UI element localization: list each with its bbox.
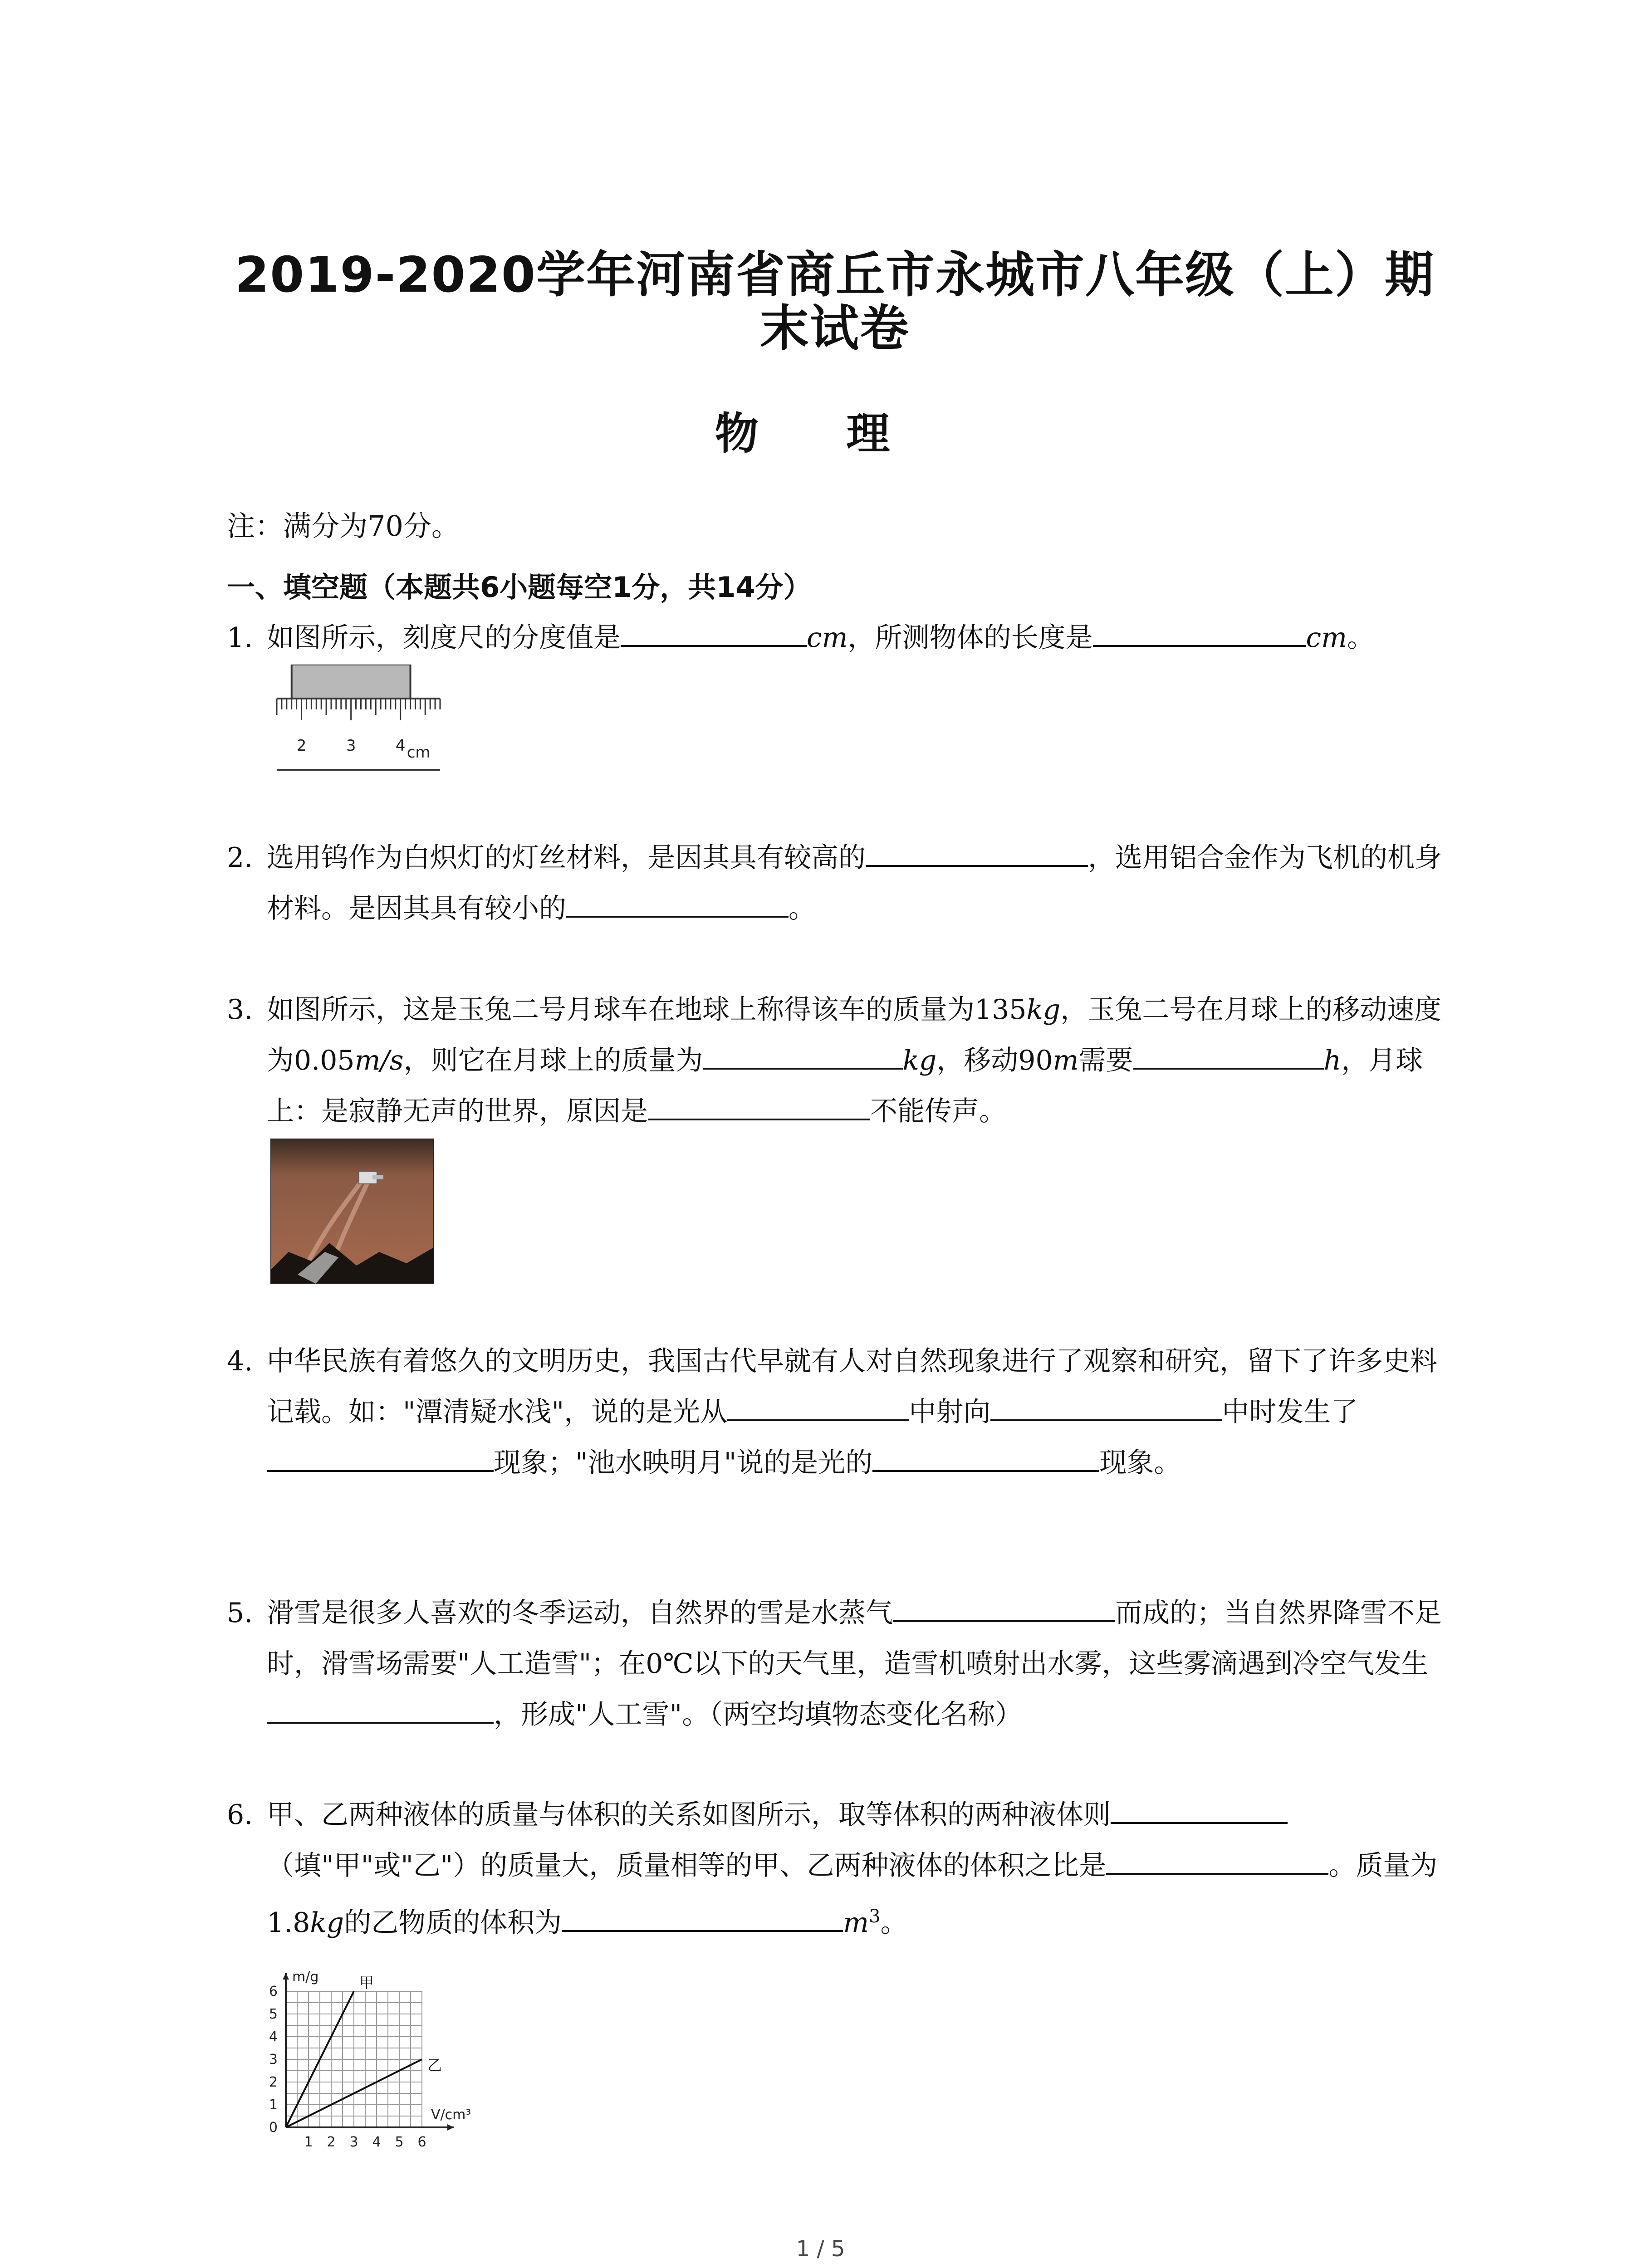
- unit-text: kg: [1026, 994, 1061, 1026]
- question-text: ，选用铝合金作为飞机的机身材料。是因其具有较小的: [267, 842, 1442, 924]
- ruler-tick-label: 4: [395, 737, 406, 755]
- subject-title: 物 理: [715, 408, 926, 459]
- ruler-tick-label: 2: [296, 737, 307, 755]
- question-1: [227, 612, 1443, 663]
- question-text: 不能传声。: [870, 1095, 1006, 1127]
- answer-blank[interactable]: [1106, 1841, 1328, 1875]
- exam-title: 2019-2020学年河南省商丘市永城市八年级（上）期末试卷: [235, 247, 1435, 357]
- y-axis-label: m/g: [292, 1969, 319, 1985]
- question-text: 。: [789, 893, 816, 924]
- answer-blank[interactable]: [866, 833, 1088, 867]
- answer-blank[interactable]: [872, 1438, 1099, 1472]
- x-tick-label: 1: [304, 2134, 313, 2150]
- answer-blank[interactable]: [566, 884, 789, 918]
- x-tick-label: 4: [372, 2134, 381, 2150]
- y-tick-label: 6: [269, 1984, 278, 1999]
- chart-tick-labels: [269, 1984, 426, 2150]
- score-note: 注：满分为70分。: [227, 509, 460, 543]
- y-tick-label: 3: [269, 2052, 278, 2068]
- answer-blank[interactable]: [621, 613, 807, 647]
- question-text: 的乙物质的体积为: [344, 1907, 562, 1939]
- y-axis-arrow: [283, 1973, 289, 1980]
- unit-text: cm: [807, 622, 848, 654]
- question-text: 中时发生了: [1222, 1396, 1358, 1428]
- question-number: 6.: [227, 1799, 253, 1831]
- page-number: 1 / 5: [796, 2236, 845, 2262]
- question-5: [227, 1588, 1443, 1740]
- question-text: 如图所示，这是玉兔二号月球车在地球上称得该车的质量为135: [267, 994, 1027, 1026]
- measured-object: [292, 665, 411, 699]
- question-6: [227, 1789, 1443, 1948]
- unit-text: m: [1053, 1045, 1079, 1076]
- answer-blank[interactable]: [990, 1388, 1222, 1421]
- y-tick-label: 2: [269, 2074, 278, 2090]
- question-number: 5.: [227, 1597, 253, 1629]
- x-axis-label: V/cm³: [431, 2107, 471, 2123]
- question-text: 。: [1347, 622, 1374, 654]
- unit-text: kg: [902, 1045, 937, 1076]
- question-text: 如图所示，刻度尺的分度值是: [267, 622, 621, 654]
- ruler-unit: cm: [407, 743, 431, 762]
- x-tick-label: 5: [395, 2134, 404, 2150]
- answer-blank[interactable]: [703, 1036, 903, 1070]
- question-text: ，则它在月球上的质量为: [403, 1045, 703, 1076]
- question-text: （填"甲"或"乙"）的质量大，质量相等的甲、乙两种液体的体积之比是: [267, 1850, 1107, 1882]
- answer-blank[interactable]: [727, 1388, 909, 1421]
- unit-text: cm: [1306, 622, 1347, 654]
- y-tick-label: 1: [269, 2097, 278, 2113]
- series-label: 甲: [359, 1974, 374, 1991]
- x-tick-label: 6: [417, 2134, 426, 2150]
- ruler-ticks: [277, 699, 440, 720]
- x-axis-arrow: [447, 2124, 454, 2131]
- question-number: 1.: [227, 622, 253, 654]
- ruler-labels: [297, 737, 406, 755]
- y-tick-label: 0: [269, 2120, 278, 2136]
- question-4: [227, 1336, 1443, 1488]
- question-text: ，形成"人工雪"。（两空均填物态变化名称）: [494, 1699, 1023, 1730]
- ruler-figure: [272, 665, 445, 778]
- lunar-rover-photo: [270, 1139, 434, 1284]
- unit-text: m: [843, 1907, 869, 1939]
- unit-text: h: [1323, 1045, 1342, 1076]
- question-text: ，玉兔二号在月球上的移动速度为0.05: [267, 994, 1442, 1076]
- question-text: 甲、乙两种液体的质量与体积的关系如图所示，取等体积的两种液体则: [267, 1799, 1111, 1831]
- answer-blank[interactable]: [562, 1898, 843, 1932]
- question-text: 中射向: [909, 1396, 991, 1428]
- x-tick-label: 2: [327, 2134, 336, 2150]
- question-text: 选用钨作为白炽灯的灯丝材料，是因其具有较高的: [267, 842, 866, 874]
- question-text: ，月球上：是寂静无声的世界，原因是: [267, 1045, 1423, 1127]
- unit-text: kg: [310, 1907, 344, 1939]
- y-tick-label: 4: [269, 2029, 278, 2045]
- answer-blank[interactable]: [893, 1589, 1115, 1622]
- unit-text: m/s: [354, 1045, 404, 1076]
- ruler-tick-label: 3: [346, 737, 356, 755]
- question-number: 3.: [227, 994, 253, 1026]
- question-text: 。质量为1.8: [267, 1850, 1438, 1939]
- question-text: 。: [880, 1907, 908, 1939]
- question-number: 4.: [227, 1345, 253, 1377]
- answer-blank[interactable]: [1093, 613, 1306, 647]
- answer-blank[interactable]: [648, 1087, 870, 1120]
- answer-blank[interactable]: [1133, 1036, 1324, 1070]
- section-title: 一、填空题（本题共6小题每空1分，共14分）: [227, 571, 812, 604]
- answer-blank[interactable]: [1111, 1790, 1288, 1824]
- question-text: 而成的；当自然界降雪不足时，滑雪场需要"人工造雪"；在0℃以下的天气里，造雪机喷射出水雾，这些雾滴遇到冷空气发生: [267, 1597, 1442, 1680]
- question-number: 2.: [227, 842, 253, 874]
- answer-blank[interactable]: [267, 1690, 494, 1724]
- question-text: 中华民族有着悠久的文明历史，我国古代早就有人对自然现象进行了观察和研究，留下了许多史料记载。如："潭清疑水浅"，说的是光从: [267, 1345, 1437, 1428]
- answer-blank[interactable]: [267, 1438, 494, 1472]
- question-text: ，所测物体的长度是: [847, 622, 1093, 654]
- y-tick-label: 5: [269, 2006, 278, 2022]
- question-text: 现象；"池水映明月"说的是光的: [494, 1447, 873, 1479]
- question-text: 需要: [1078, 1045, 1133, 1076]
- question-2: [227, 832, 1443, 934]
- unit-superscript: 3: [869, 1906, 881, 1927]
- question-text: 现象。: [1099, 1447, 1181, 1479]
- chart-grid: [286, 1991, 422, 2127]
- x-tick-label: 3: [349, 2134, 358, 2150]
- question-text: 滑雪是很多人喜欢的冬季运动，自然界的雪是水蒸气: [267, 1597, 893, 1629]
- question-text: ，移动90: [936, 1045, 1053, 1076]
- mass-volume-chart: [254, 1937, 517, 2155]
- question-3: [227, 984, 1443, 1137]
- series-label: 乙: [427, 2057, 442, 2074]
